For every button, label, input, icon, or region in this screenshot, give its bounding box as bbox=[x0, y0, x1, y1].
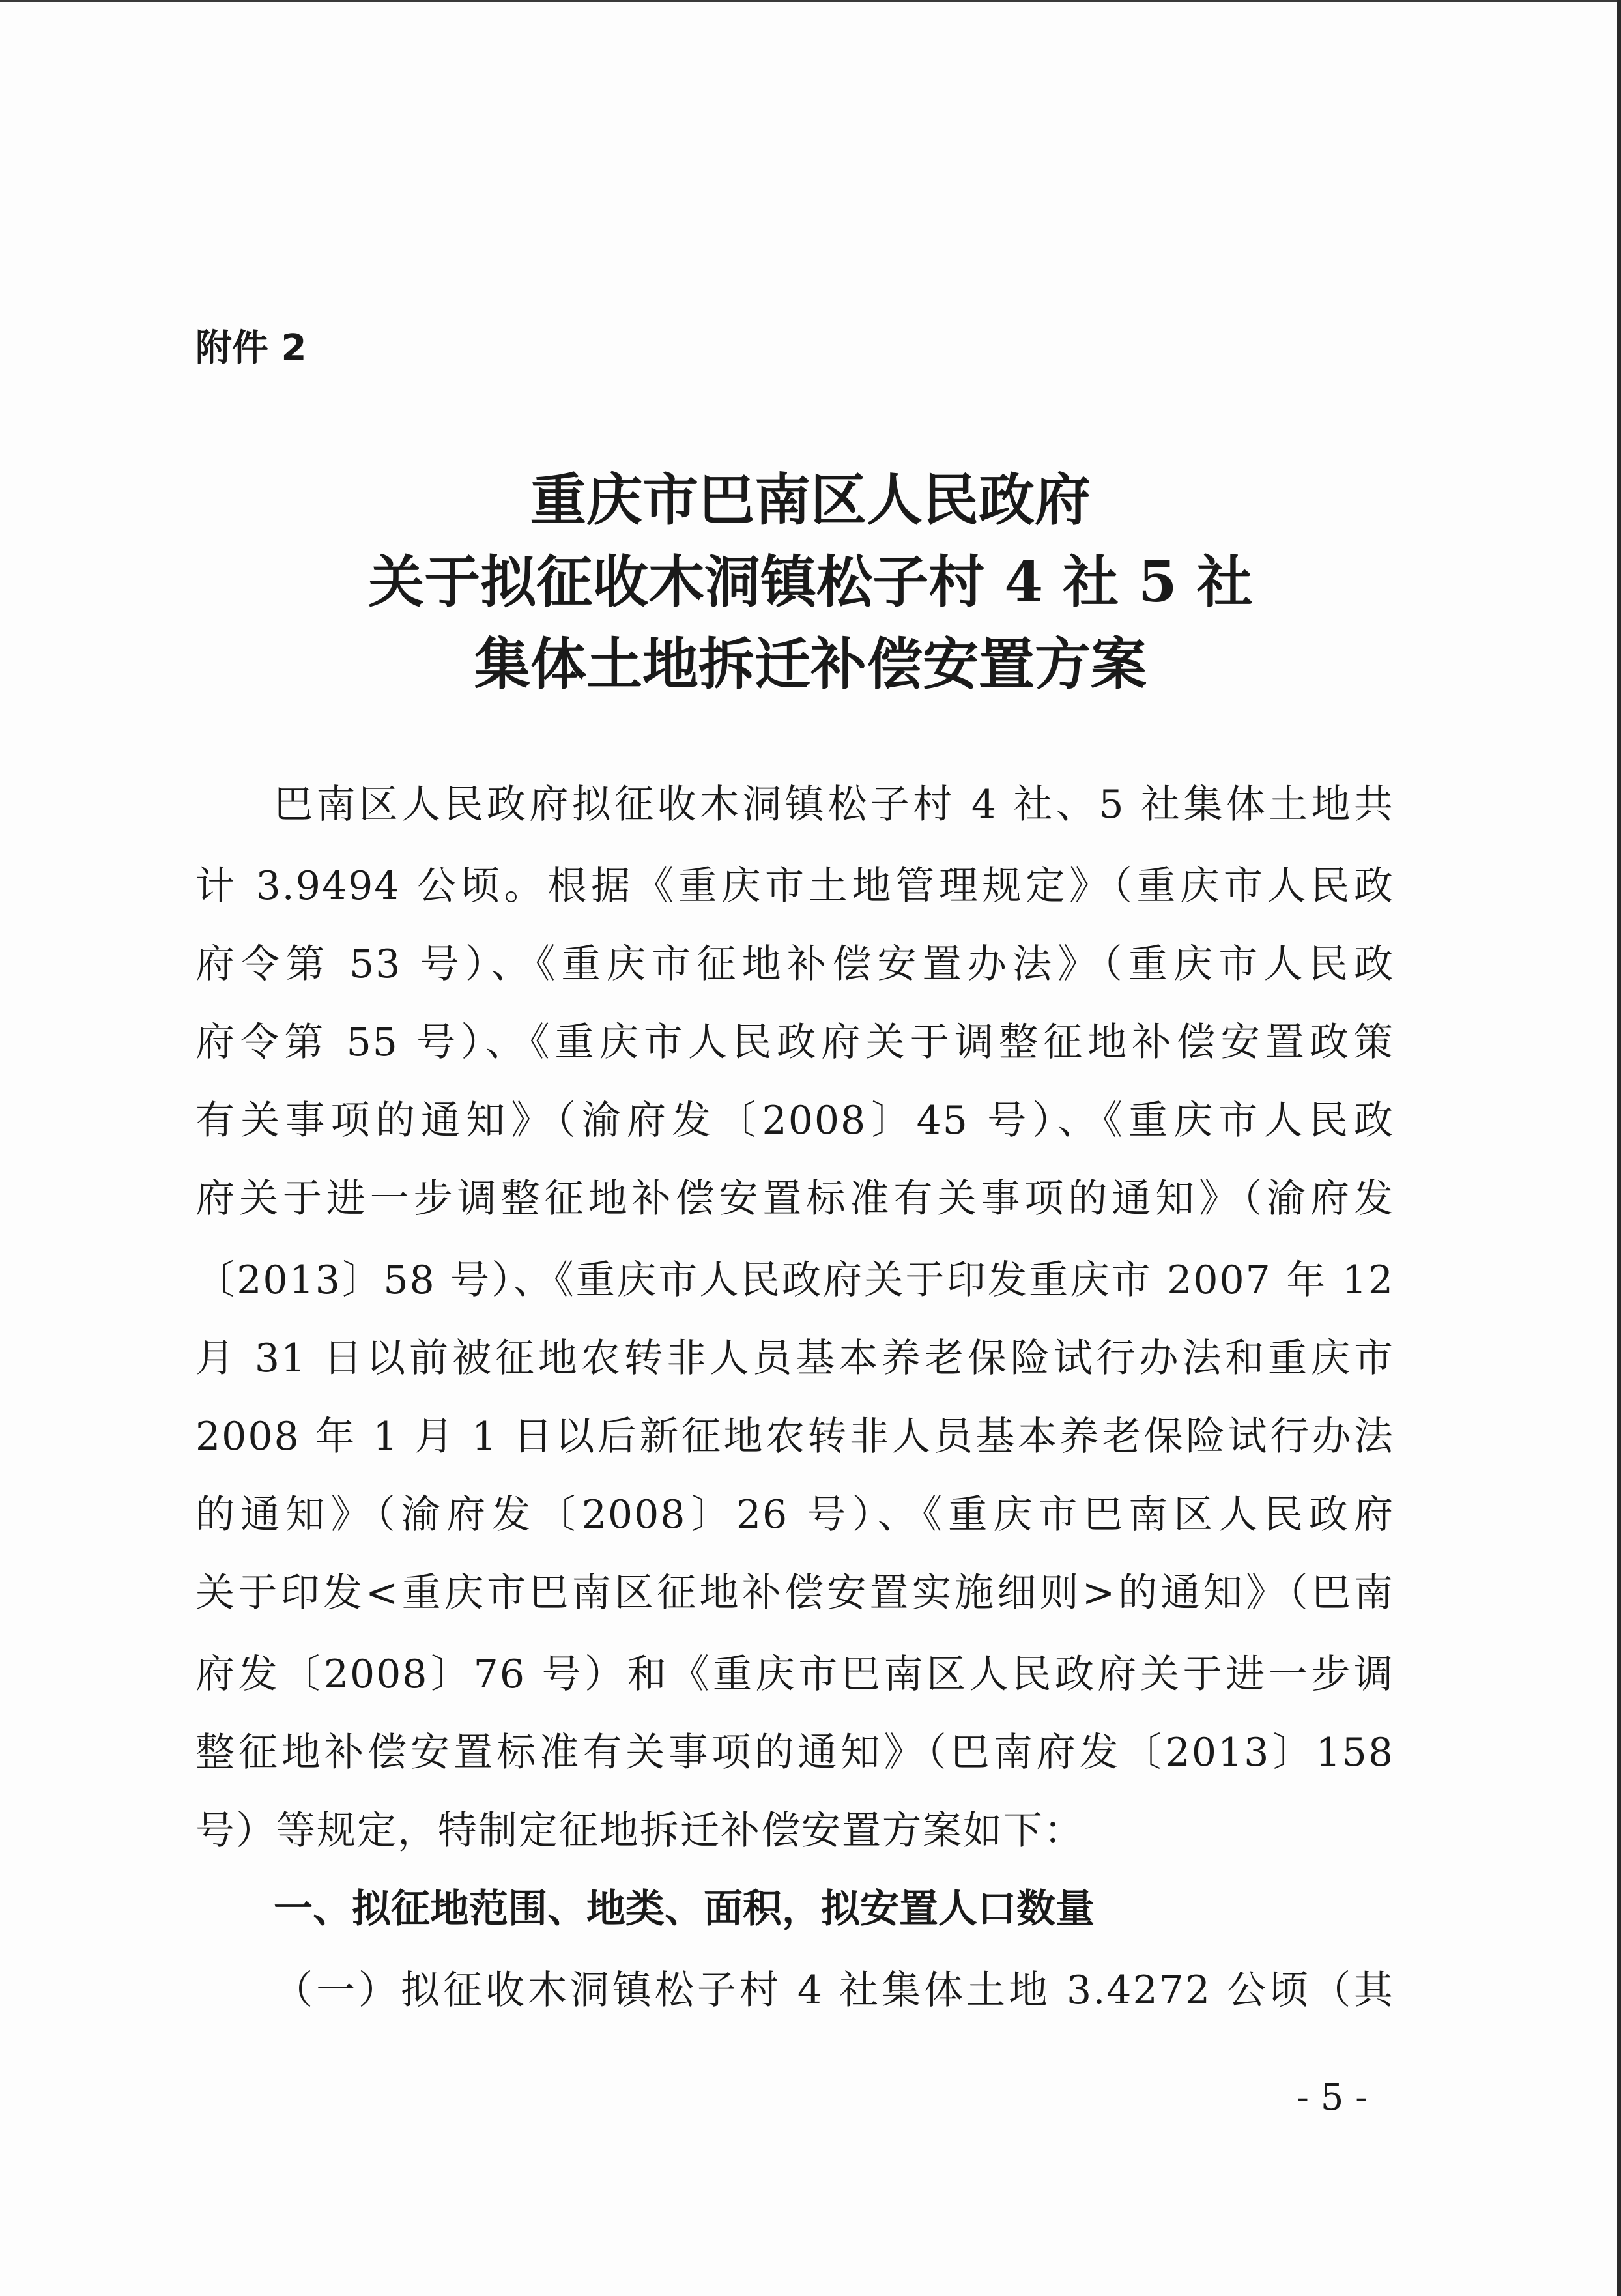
body-line: 〔2013〕58 号）、《重庆市人民政府关于印发重庆市 2007 年 12 bbox=[195, 1257, 1394, 1303]
body-line: 有关事项的通知》（渝府发〔2008〕45 号）、《重庆市人民政 bbox=[195, 1098, 1394, 1143]
title-line-1: 重庆市巴南区人民政府 bbox=[530, 467, 1091, 533]
body-line: 府发〔2008〕76 号）和《重庆市巴南区人民政府关于进一步调 bbox=[195, 1652, 1394, 1697]
body-line: 府令第 55 号）、《重庆市人民政府关于调整征地补偿安置政策 bbox=[195, 1020, 1394, 1065]
body-line: 的通知》（渝府发〔2008〕26 号）、《重庆市巴南区人民政府 bbox=[195, 1492, 1394, 1538]
body-line: 号）等规定，特制定征地拆迁补偿安置方案如下： bbox=[195, 1808, 1084, 1854]
body-line: 府令第 53 号）、《重庆市征地补偿安置办法》（重庆市人民政 bbox=[195, 941, 1394, 987]
body-line: 整征地补偿安置标准有关事项的通知》（巴南府发〔2013〕158 bbox=[195, 1730, 1394, 1775]
section-heading: 一、拟征地范围、地类、面积，拟安置人口数量 bbox=[274, 1886, 1095, 1932]
scan-edge-right bbox=[1617, 0, 1621, 2296]
body-line: 2008 年 1 月 1 日以后新征地农转非人员基本养老保险试行办法 bbox=[195, 1414, 1394, 1459]
body-line: 府关于进一步调整征地补偿安置标准有关事项的通知》（渝府发 bbox=[195, 1176, 1394, 1222]
attachment-label: 附件 2 bbox=[195, 327, 307, 369]
body-line: 计 3.9494 公顷。根据《重庆市土地管理规定》（重庆市人民政 bbox=[195, 863, 1394, 909]
title-line-2: 关于拟征收木洞镇松子村 4 社 5 社 bbox=[368, 549, 1253, 615]
page-number: - 5 - bbox=[1297, 2076, 1368, 2119]
body-line: 巴南区人民政府拟征收木洞镇松子村 4 社、5 社集体土地共 bbox=[274, 782, 1394, 827]
subsection-line: （一）拟征收木洞镇松子村 4 社集体土地 3.4272 公顷（其 bbox=[274, 1968, 1394, 2013]
scan-edge-top bbox=[0, 0, 1621, 2]
title-line-3: 集体土地拆迁补偿安置方案 bbox=[474, 631, 1147, 697]
body-line: 关于印发<重庆市巴南区征地补偿安置实施细则>的通知》（巴南 bbox=[195, 1570, 1394, 1616]
document-title bbox=[0, 459, 1621, 706]
body-line: 月 31 日以前被征地农转非人员基本养老保险试行办法和重庆市 bbox=[195, 1336, 1394, 1381]
